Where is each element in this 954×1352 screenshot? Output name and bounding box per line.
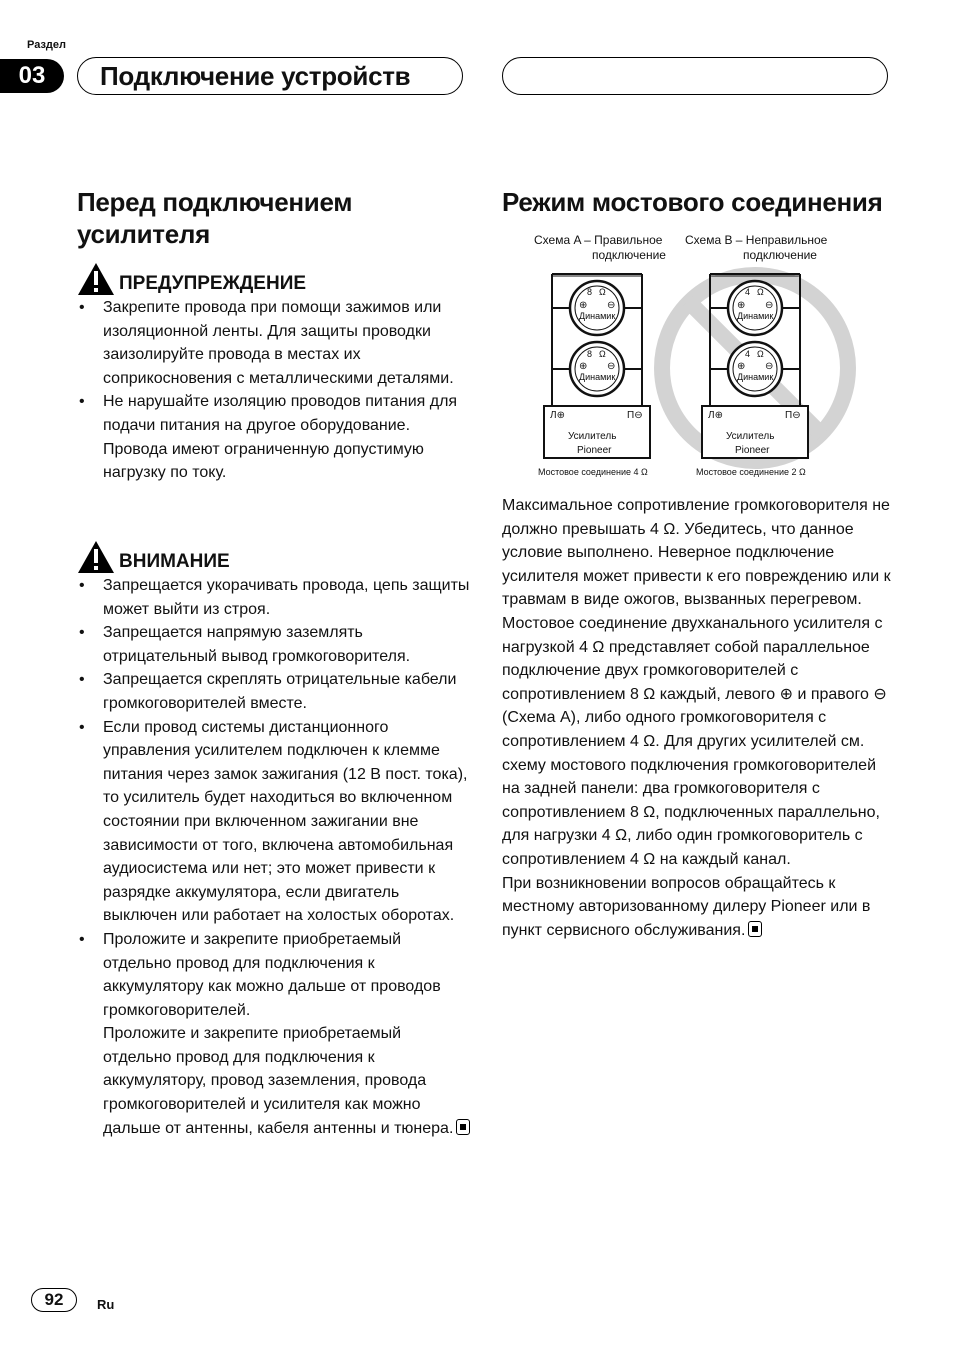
amp-label: Усилитель: [726, 431, 775, 442]
minus-terminal: ⊖: [607, 300, 616, 311]
caution-item-continuation: Проложите и закрепите приобретаемый отдельно провод для подключения к аккумулятору, провод заземления, провода громкоговорителей и усилителя как можно дальше от антенны, кабеля антенны и тюнера.: [103, 1025, 454, 1137]
list-item: • Запрещается напрямую заземлять отрицательный вывод громкоговорителя.: [79, 624, 411, 665]
blank-title-frame: [502, 57, 888, 95]
speaker-ohm-value: 8: [587, 287, 593, 297]
minus-terminal: ⊖: [765, 300, 774, 311]
plus-terminal: ⊕: [737, 361, 746, 372]
scheme-a-title-line2: подключение: [592, 248, 666, 262]
right-section-heading: Режим мостового соединения: [502, 187, 883, 217]
scheme-b-speaker-2: [710, 342, 800, 396]
left-section-heading: [77, 186, 477, 250]
scheme-a-caption: Мостовое соединение 4 Ω: [538, 467, 648, 477]
end-of-section-icon: [456, 1119, 470, 1135]
section-number-badge: 03: [0, 59, 64, 93]
scheme-b-title-line2: подключение: [743, 248, 817, 262]
amp-left-terminal: Л⊕: [708, 410, 723, 421]
section-label: Раздел: [27, 39, 66, 51]
list-item: • Запрещается скреплять отрицательные кабели громкоговорителей вместе.: [79, 671, 457, 712]
scheme-b-title-line1: Схема B – Неправильное: [685, 233, 828, 247]
bridge-connection-diagram: [520, 228, 870, 484]
list-item: • Проложите и закрепите приобретаемый отдельно провод для подключения к аккумулятору как можно дальше от проводов громкоговорителей. Проложите и закрепите приобретаемый отдельно провод для подключения к аккумулятору, провод заземления, провода громкоговорителей и усилителя как можно дальше от антенны, кабеля антенны и тюнера.: [77, 928, 471, 1140]
warning-item-text: Не нарушайте изоляцию проводов питания для подачи питания на другое оборудование. Провода имеют ограниченную допустимую нагрузку по току.: [103, 393, 458, 482]
chapter-title-frame: [77, 57, 463, 95]
warning-header: [77, 262, 471, 296]
caution-block: [77, 540, 471, 1140]
amp-right-terminal: П⊖: [627, 410, 643, 421]
caution-item-text: Если провод системы дистанционного управления усилителем подключен к клемме питания через замок зажигания (12 В пост. тока), то усилитель будет находиться во включенном состоянии при включенном зажигании вне зависимости от того, включена автомобильная аудиосистема или нет; это может привести к разрядке аккумулятора, если двигатель выключен или работает на холостых оборотах.: [103, 718, 468, 925]
ohm-symbol: Ω: [757, 349, 764, 359]
ohm-symbol: Ω: [757, 287, 764, 297]
plus-terminal: ⊕: [737, 300, 746, 311]
list-item: • Закрепите провода при помощи зажимов или изоляционной ленты. Для защиты проводки заизолируйте провода в местах их соприкосновения с металлическими деталями.: [79, 299, 454, 387]
scheme-a-amplifier: [550, 410, 643, 456]
ohm-symbol: Ω: [599, 349, 606, 359]
caution-item-text: Запрещается напрямую заземлять отрицательный вывод громкоговорителя.: [103, 624, 411, 665]
plus-terminal: ⊕: [579, 300, 588, 311]
warning-block: [77, 262, 471, 485]
caution-item-text: Проложите и закрепите приобретаемый отдельно провод для подключения к аккумулятору как можно дальше от проводов громкоговорителей.: [103, 930, 441, 1019]
caution-item-text: Запрещается укорачивать провода, цепь защиты может выйти из строя.: [103, 577, 470, 618]
left-heading-line1: Перед подключением: [77, 187, 353, 217]
paragraph: Максимальное сопротивление громкоговорителя не должно превышать 4 Ω. Убедитесь, что данное условие выполнено. Неверное подключение усилителя может привести к его повреждению или к травмам в виде ожогов, вызванных перегревом.: [502, 497, 891, 609]
end-of-section-icon: [748, 921, 762, 937]
amp-brand: Pioneer: [735, 445, 770, 456]
minus-terminal: ⊖: [765, 361, 774, 372]
speaker-ohm-value: 4: [745, 349, 751, 359]
amp-left-terminal: Л⊕: [550, 410, 565, 421]
minus-terminal: ⊖: [607, 361, 616, 372]
amp-brand: Pioneer: [577, 445, 612, 456]
speaker-ohm-value: 8: [587, 349, 593, 359]
page-number: 92: [31, 1288, 77, 1312]
caution-title: ВНИМАНИЕ: [119, 551, 230, 572]
speaker-label: Динамик: [579, 311, 616, 321]
warning-triangle-icon: [77, 262, 115, 296]
language-code: Ru: [97, 1297, 115, 1312]
warning-list: [77, 296, 471, 485]
list-item: • Не нарушайте изоляцию проводов питания для подачи питания на другое оборудование. Провода имеют ограниченную допустимую нагрузку по току.: [79, 393, 458, 482]
list-item: • Запрещается укорачивать провода, цепь защиты может выйти из строя.: [79, 577, 470, 618]
scheme-a-speaker-1: [552, 281, 642, 335]
paragraph: Мостовое соединение двухканального усилителя с нагрузкой 4 Ω представляет собой параллельное подключение двух громкоговорителей с сопротивлением 8 Ω каждый, левого ⊕ и правого ⊖ (Схема A), либо одного громкоговорителя с сопротивлением 4 Ω. Для других усилителей см. схему мостового подключения громкоговорителей на задней панели: два громкоговорителя с сопротивлением 8 Ω, подключенных параллельно, для нагрузки 4 Ω, либо один громкоговоритель с сопротивлением 4 Ω на каждый канал.: [502, 614, 887, 868]
list-item: • Если провод системы дистанционного управления усилителем подключен к клемме питания через замок зажигания (12 В пост. тока), то усилитель будет находиться во включенном состоянии при включенном зажигании вне зависимости от того, включена автомобильная аудиосистема или нет; это может привести к разрядке аккумулятора, если двигатель выключен или работает на холостых оборотах.: [79, 718, 468, 925]
speaker-ohm-value: 4: [745, 287, 751, 297]
paragraph: [502, 872, 894, 943]
paragraph-text: При возникновении вопросов обращайтесь к местному авторизованному дилеру Pioneer или в пункт сервисного обслуживания.: [502, 874, 871, 939]
warning-item-text: Закрепите провода при помощи зажимов или изоляционной ленты. Для защиты проводки заизолируйте провода в местах их соприкосновения с металлическими деталями.: [103, 299, 454, 387]
speaker-label: Динамик: [579, 372, 616, 382]
caution-list: [77, 574, 471, 1140]
caution-header: [77, 540, 471, 574]
amp-right-terminal: П⊖: [785, 410, 801, 421]
chapter-title: Подключение устройств: [100, 61, 411, 91]
scheme-a-speaker-2: [552, 342, 642, 396]
caution-triangle-icon: [77, 540, 115, 574]
plus-terminal: ⊕: [579, 361, 588, 372]
caution-item-text: Запрещается скреплять отрицательные кабели громкоговорителей вместе.: [103, 671, 457, 712]
warning-title: ПРЕДУПРЕЖДЕНИЕ: [119, 273, 307, 294]
scheme-b-caption: Мостовое соединение 2 Ω: [696, 467, 806, 477]
ohm-symbol: Ω: [599, 287, 606, 297]
left-heading-line2: усилителя: [77, 219, 210, 249]
bridge-mode-description: [502, 494, 894, 942]
speaker-label: Динамик: [737, 372, 774, 382]
scheme-a-title-line1: Схема A – Правильное: [534, 233, 663, 247]
speaker-label: Динамик: [737, 311, 774, 321]
amp-label: Усилитель: [568, 431, 617, 442]
